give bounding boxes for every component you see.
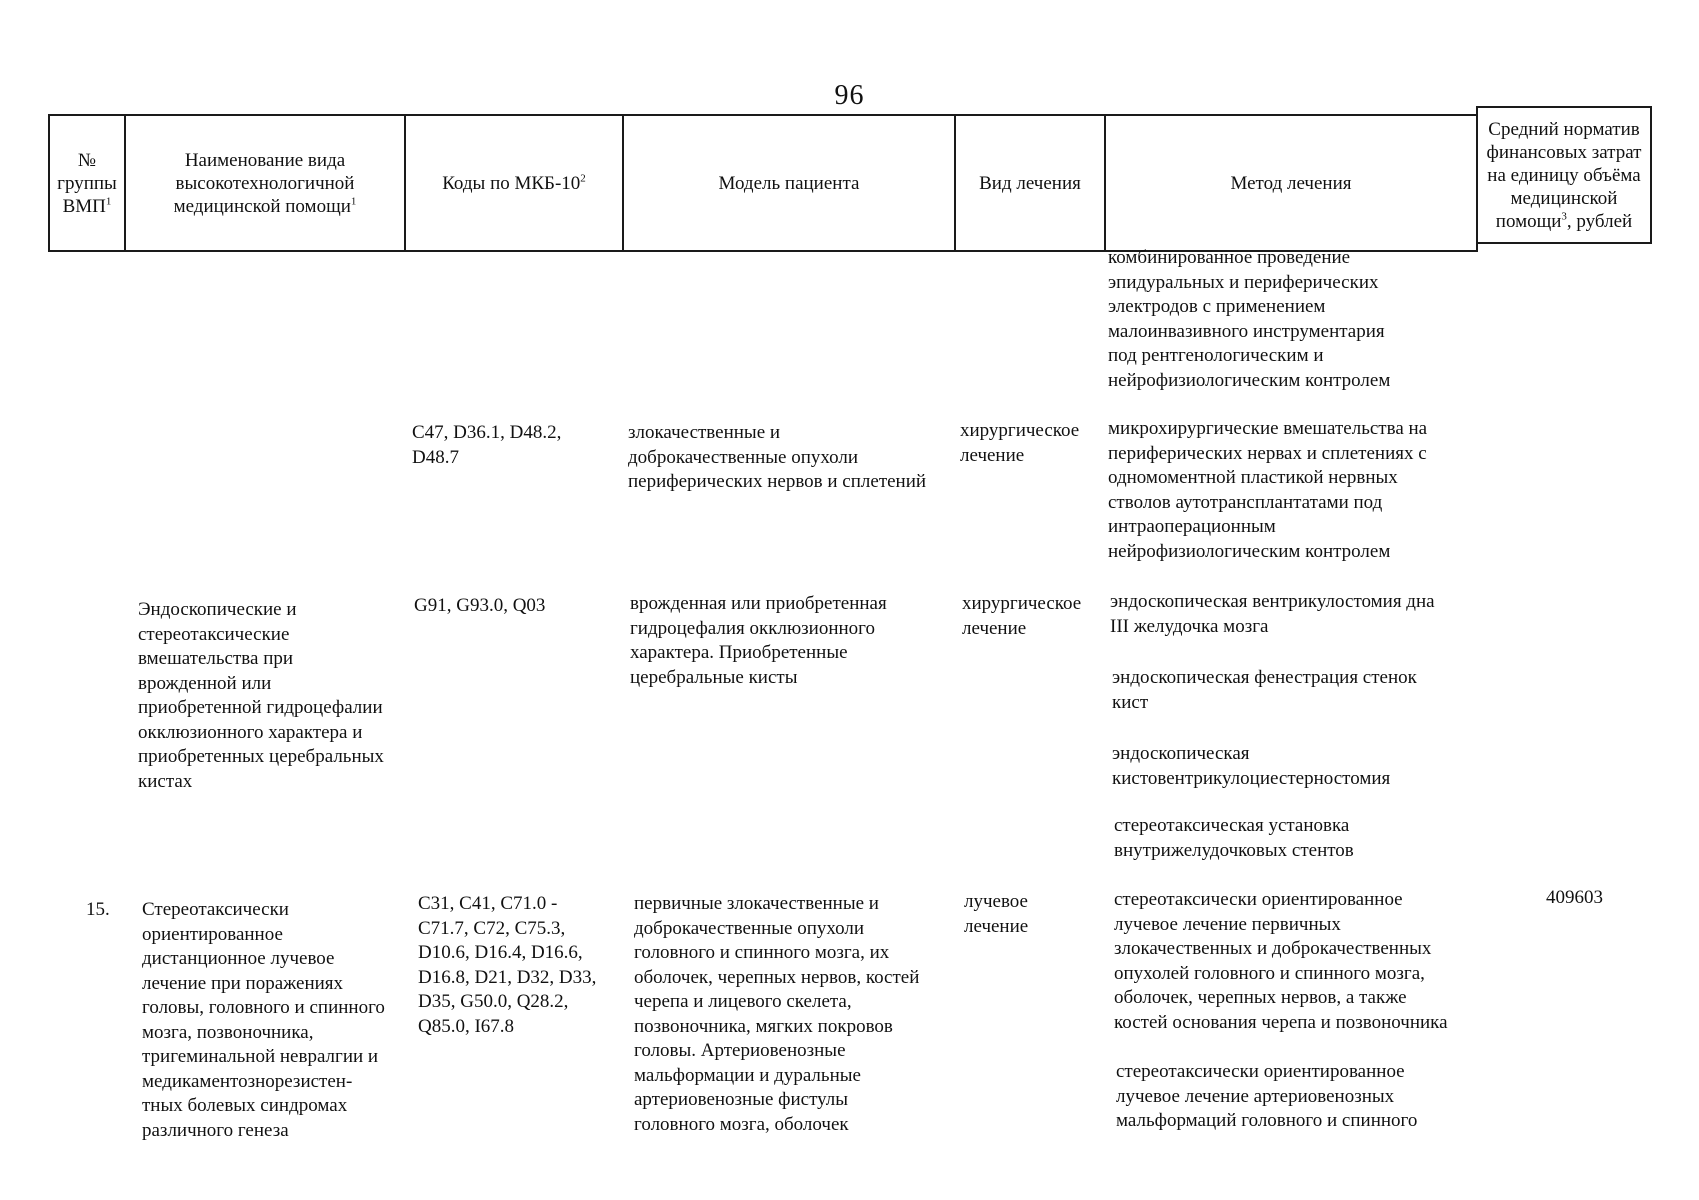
header-patient-model: [622, 114, 956, 252]
patient-model-cell: злокачественные и доброкачественные опухоли периферических нервов и сплетений: [628, 422, 927, 492]
header-group-number-label: № группы ВМП: [57, 149, 117, 217]
method-cell: эндоскопическая фенестрация стенок кист: [1112, 667, 1417, 713]
header-average-cost-suffix: , рублей: [1566, 210, 1633, 232]
method-cell: эндоскопическая вентрикулостомия дна III желудочка мозга: [1110, 591, 1435, 637]
header-average-cost: [1476, 106, 1652, 244]
header-treatment-type: [954, 114, 1106, 252]
header-icd-codes-label: Коды по МКБ-10: [442, 172, 581, 194]
treatment-type-cell: лучевое лечение: [964, 891, 1029, 937]
method-cell: комбинированное проведение эпидуральных и периферических электродов с применением малоинвазивного инструментария под рентгенологическим и нейрофизиологическим контролем: [1108, 247, 1391, 391]
header-patient-model-label: Модель пациента: [718, 172, 860, 194]
header-care-type-name: [124, 114, 406, 252]
header-treatment-method: [1104, 114, 1478, 252]
header-average-cost-label: Средний норматив финансовых затрат на единицу объёма медицинской помощи: [1486, 118, 1642, 232]
method-cell: стереотаксическая установка внутрижелудочковых стентов: [1114, 815, 1354, 861]
care-type-name-cell: Стереотаксически ориентированное дистанционное лучевое лечение при поражениях головы, головного и спинного мозга, позвоночника, тригеминальной невралгии и медикаментознорезистен- тных болевых синдромах различного генеза: [142, 899, 385, 1141]
header-treatment-method-label: Метод лечения: [1230, 172, 1352, 194]
header-group-number: [48, 114, 126, 252]
method-cell: стереотаксически ориентированное лучевое лечение артериовенозных мальформаций головного и спинного: [1116, 1061, 1418, 1131]
method-cell: эндоскопическая кистовентрикулоциестерностомия: [1112, 743, 1391, 789]
patient-model-cell: врожденная или приобретенная гидроцефалия окклюзионного характера. Приобретенные церебральные кисты: [630, 593, 887, 688]
average-cost-cell: 409603: [1546, 887, 1603, 908]
patient-model-cell: первичные злокачественные и доброкачественные опухоли головного и спинного мозга, их оболочек, черепных нервов, костей черепа и лицевого скелета, позвоночника, мягких покровов головы. Артериовенозные мальформации и дуральные артериовенозные фистулы головного мозга, оболочек: [634, 893, 920, 1135]
footnote-1-marker: 1: [350, 195, 357, 208]
table-header: [48, 114, 1652, 252]
care-type-name-cell: Эндоскопические и стереотаксические вмешательства при врожденной или приобретенной гидроцефалии окклюзионного характера и приобретенных церебральных кистах: [138, 599, 384, 792]
header-treatment-type-label: Вид лечения: [979, 172, 1081, 194]
footnote-1-marker: 1: [105, 195, 112, 208]
method-cell: микрохирургические вмешательства на периферических нервах и сплетениях с одномоментной пластикой нервных стволов аутотрансплантатами под интраоперационным нейрофизиологическим контролем: [1108, 418, 1428, 562]
icd-codes-cell: G91, G93.0, Q03: [414, 595, 546, 616]
footnote-3-marker: 3: [1561, 210, 1567, 223]
group-number-cell: 15.: [86, 899, 110, 920]
method-cell: стереотаксически ориентированное лучевое лечение первичных злокачественных и доброкачественных опухолей головного и спинного мозга, оболочек, черепных нервов, а также костей основания черепа и позвоночника: [1114, 889, 1448, 1033]
header-icd-codes: [404, 114, 624, 252]
header-care-type-label: Наименование вида высокотехнологичной медицинской помощи: [173, 149, 355, 217]
icd-codes-cell: C47, D36.1, D48.2, D48.7: [412, 422, 562, 468]
footnote-2-marker: 2: [580, 172, 586, 185]
treatment-type-cell: хирургическое лечение: [962, 593, 1082, 639]
icd-codes-cell: C31, C41, C71.0 - C71.7, C72, C75.3, D10.6, D16.4, D16.6, D16.8, D21, D32, D33, D35, G50.0, Q28.2, Q85.0, I67.8: [418, 893, 597, 1037]
page-number: 96: [834, 80, 865, 111]
treatment-type-cell: хирургическое лечение: [960, 420, 1080, 466]
